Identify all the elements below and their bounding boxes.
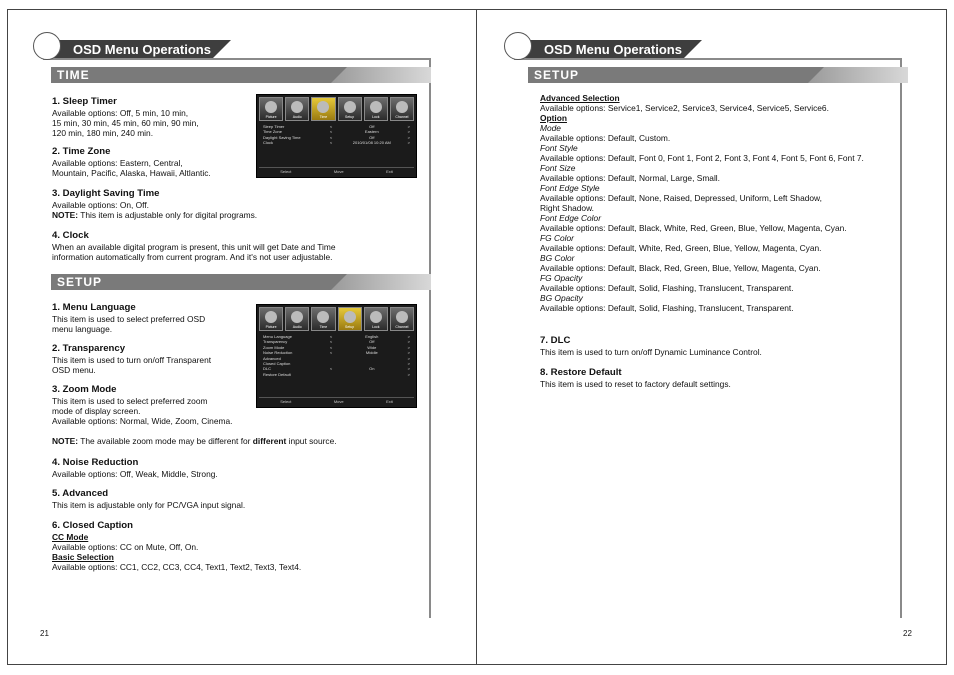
page-22 [478,0,948,656]
osd-time-screenshot [256,94,417,178]
chevron-right-icon: > [407,140,410,146]
osd-row: DLC < On > [263,366,410,372]
osd-tab-channel: Channel [390,97,414,121]
chevron-right-icon: > [407,350,410,356]
osd-row: Closed Caption > [263,361,410,367]
lock-icon [370,311,382,323]
dlc-block: 7. DLC This item is used to turn on/off Dynamic Luminance Control. [540,335,762,357]
page-21 [7,0,477,656]
osd-footer [259,167,414,175]
zoom-note: NOTE: The available zoom mode may be different for different input source. [52,436,337,446]
header-circle-icon [504,32,532,60]
section-bar-time [51,67,431,83]
osd-tab-setup: Setup [338,97,362,121]
chevron-left-icon: < [329,134,333,140]
chevron-left-icon: < [329,334,333,339]
daylight-saving-block: 3. Daylight Saving Time Available options: On, Off. NOTE: This item is adjustable only for digital programs. [52,188,258,220]
chevron-left-icon: < [329,339,333,345]
channel-icon [396,311,408,323]
transparency-block: 2. Transparency This item is used to turn on/off Transparent OSD menu. [52,343,212,375]
sleep-timer-block: 1. Sleep Timer Available options: Off, 5 min, 10 min, 15 min, 30 min, 45 min, 60 min, 90 min, 120 min, 180 min, 240 min. [52,96,199,138]
page-header [504,32,902,72]
picture-icon [265,311,277,323]
lock-icon [370,101,382,113]
header-circle-icon [33,32,61,60]
section-title: TIME [57,68,90,82]
osd-tab-time: Time [311,97,335,121]
page-header [33,32,431,72]
osd-row: Clock < 2010/01/08 10:20 AM > [263,140,410,146]
chevron-left-icon [330,372,343,377]
osd-footer-item: Move [333,399,344,404]
osd-row: Zoom Mode < Wide > [263,344,410,350]
osd-tab-audio: Audio [285,97,309,121]
chevron-right-icon: > [407,344,410,350]
clock-block: 4. Clock When an available digital program is present, this unit will get Date and Time information automatically from current program. And it's not user adjustable. [52,230,336,262]
chevron-right-icon: > [407,339,410,345]
osd-footer-item: Move [333,169,344,174]
header-title: OSD Menu Operations [73,42,211,57]
channel-icon [396,101,408,113]
time-icon [317,101,329,113]
osd-row: Noise Reduction < Middle > [263,350,410,356]
osd-menu-rows [263,334,410,377]
osd-tab-lock: Lock [364,97,388,121]
osd-tab-picture: Picture [259,97,283,121]
osd-tab-time: Time [311,307,335,331]
osd-footer-item: Exit [386,169,393,174]
chevron-left-icon: < [329,344,333,350]
page-number: 22 [903,629,912,638]
osd-footer-item: Exit [386,399,393,404]
chevron-right-icon: > [407,371,410,377]
osd-footer-item: Select [280,399,292,404]
caption-options-block: Advanced Selection Available options: Service1, Service2, Service3, Service4, Service5, Service6. Option Mode Available options: Default, Custom. Font Style Available options: Default, Font 0, Font 1, Font 2, Font 3, Font 4, Font 5, Font 6, Font 7. Font Size Available options: Default, Normal, Large, Small. Font Edge Style Available options: Default, None, Raised, Depressed, Uniform, Left Shadow, Right Shadow. Font Edge Color Available options: Default, Black, White, Red, Green, Blue, Yellow, Magenta, Cyan. FG Color Available options: Default, White, Red, Green, Blue, Yellow, Magenta, Cyan. BG Color Available options: Default, Black, Red, Green, Blue, Yellow, Magenta, Cyan. FG Opacity Available options: Default, Solid, Flashing, Translucent, Transparent. BG Opacity Available options: Default, Solid, Flashing, Translucent, Transparent. [540,93,864,313]
audio-icon [291,101,303,113]
advanced-block: 5. Advanced This item is adjustable only for PC/VGA input signal. [52,488,246,510]
osd-icon-row [259,307,414,331]
picture-icon [265,101,277,113]
section-bar-setup [528,67,908,83]
osd-row: Sleep Timer < Off > [263,124,410,129]
setup-icon [344,311,356,323]
chevron-left-icon: < [329,124,333,129]
menu-language-block: 1. Menu Language This item is used to select preferred OSD menu language. [52,302,206,334]
chevron-right-icon: > [407,129,410,135]
osd-footer-item: Select [280,169,292,174]
chevron-left-icon: < [329,366,333,372]
section-title: SETUP [57,275,103,289]
osd-row: Transparency < Off > [263,339,410,345]
closed-caption-block: 6. Closed Caption CC Mode Available options: CC on Mute, Off, On. Basic Selection Available options: CC1, CC2, CC3, CC4, Text1, Text2, Text3, Text4. [52,520,302,572]
chevron-right-icon: > [407,361,410,367]
osd-row: Menu Language < English > [263,334,410,339]
osd-tab-channel: Channel [390,307,414,331]
chevron-right-icon: > [407,124,410,129]
chevron-right-icon: > [407,334,410,339]
osd-tab-setup: Setup [338,307,362,331]
chevron-left-icon: < [329,350,333,356]
zoom-mode-block: 3. Zoom Mode This item is used to select preferred zoom mode of display screen. Available options: Normal, Wide, Zoom, Cinema. [52,384,233,426]
setup-icon [344,101,356,113]
page-number: 21 [40,629,49,638]
section-title: SETUP [534,68,580,82]
osd-row: Time Zone < Eastern > [263,129,410,135]
osd-setup-screenshot [256,304,417,408]
chevron-left-icon: < [329,140,333,146]
time-icon [317,311,329,323]
chevron-left-icon: < [329,129,333,135]
osd-tab-audio: Audio [285,307,309,331]
osd-footer [259,397,414,405]
osd-tab-lock: Lock [364,307,388,331]
header-title: OSD Menu Operations [544,42,682,57]
restore-default-block: 8. Restore Default This item is used to reset to factory default settings. [540,367,731,389]
osd-row: Restore Default > [263,371,410,377]
osd-tab-picture: Picture [259,307,283,331]
osd-row: Advanced > [263,355,410,361]
noise-reduction-block: 4. Noise Reduction Available options: Off, Weak, Middle, Strong. [52,457,218,479]
audio-icon [291,311,303,323]
osd-icon-row [259,97,414,121]
osd-row: Daylight Saving Time < Off > [263,134,410,140]
chevron-right-icon: > [407,366,410,372]
time-zone-block: 2. Time Zone Available options: Eastern, Central, Mountain, Pacific, Alaska, Hawaii, Altlantic. [52,146,211,178]
section-bar-setup [51,274,431,290]
osd-menu-rows [263,124,410,146]
chevron-right-icon: > [407,355,410,361]
chevron-right-icon: > [407,134,410,140]
